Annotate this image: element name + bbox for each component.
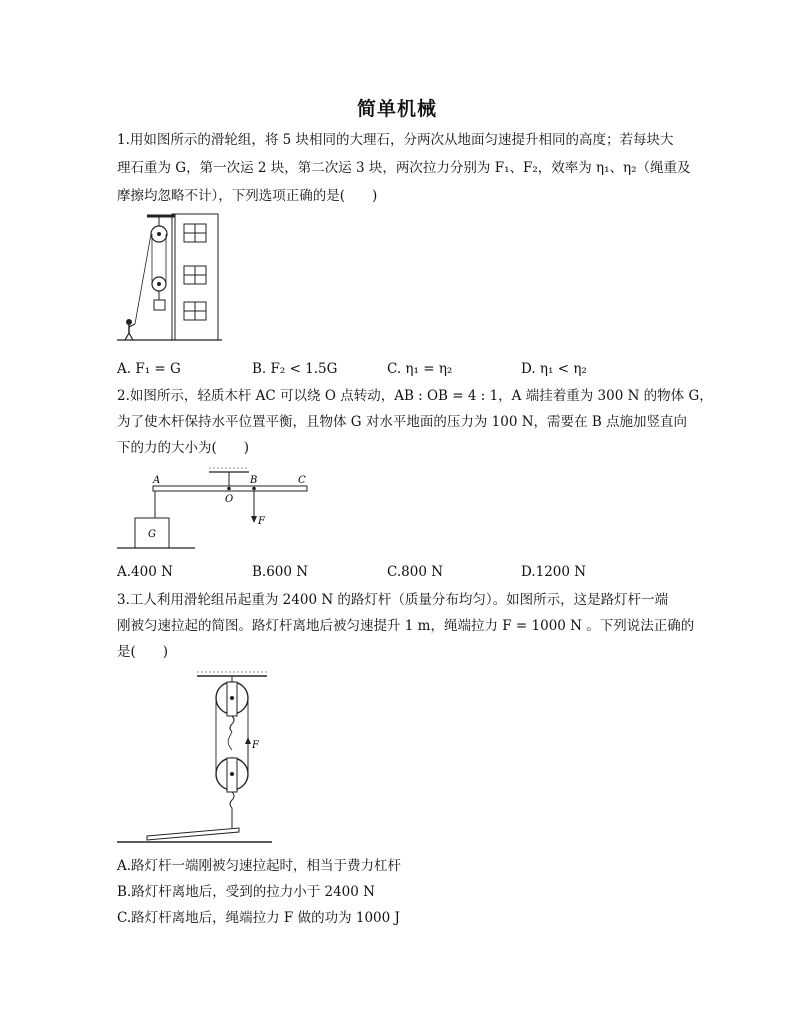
q3-pulley-pole-figure [117,670,277,850]
q2-option-a: A.400 N [117,564,173,580]
q1-option-b: B. F₂ < 1.5G [252,361,338,377]
q3-label-f: F [252,740,259,751]
q2-label-g: G [148,529,156,540]
q1-text-line-1: 1.用如图所示的滑轮组，将 5 块相同的大理石，分两次从地面匀速提升相同的高度；若每块大 [117,132,674,148]
q2-lever-figure [117,466,317,554]
q3-text-line-3: 是( ) [117,644,169,660]
q1-pulley-building-figure [117,212,227,347]
q2-text-line-3: 下的力的大小为( ) [117,440,250,456]
q3-option-c: C.路灯杆离地后，绳端拉力 F 做的功为 1000 J [117,910,400,926]
q2-label-c: C [298,475,306,486]
page-title: 简单机械 [356,98,437,120]
q3-option-b: B.路灯杆离地后，受到的拉力小于 2400 N [117,884,375,900]
q2-label-o: O [225,494,234,505]
q3-option-a: A.路灯杆一端刚被匀速拉起时，相当于费力杠杆 [117,858,402,874]
q3-text-line-1: 3.工人利用滑轮组吊起重为 2400 N 的路灯杆（质量分布均匀）。如图所示，这是路灯杆一端 [117,592,669,608]
q1-text-line-2: 理石重为 G，第一次运 2 块，第二次运 3 块，两次拉力分别为 F₁、F₂，效率为 η₁、η₂（绳重及 [117,160,691,176]
q2-text-line-1: 2.如图所示，轻质木杆 AC 可以绕 O 点转动，AB : OB = 4 : 1，A 端挂着重为 300 N 的物体 G， [117,388,713,404]
q1-option-d: D. η₁ < η₂ [521,361,587,377]
q2-text-line-2: 为了使木杆保持水平位置平衡，且物体 G 对水平地面的压力为 100 N，需要在 B 点施加竖直向 [117,414,688,430]
q3-text-line-2: 刚被匀速拉起的简图。路灯杆离地后被匀速提升 1 m，绳端拉力 F = 1000 N 。下列说法正确的 [117,618,695,634]
q2-option-c: C.800 N [387,564,444,580]
q1-option-a: A. F₁ = G [117,361,181,377]
q2-option-b: B.600 N [252,564,309,580]
q1-text-line-3: 摩擦均忽略不计），下列选项正确的是( ) [117,188,378,204]
q2-label-f: F [258,516,265,527]
q2-option-d: D.1200 N [521,564,587,580]
q2-label-b: B [250,475,258,486]
q1-option-c: C. η₁ = η₂ [387,361,453,377]
q2-label-a: A [153,475,161,486]
